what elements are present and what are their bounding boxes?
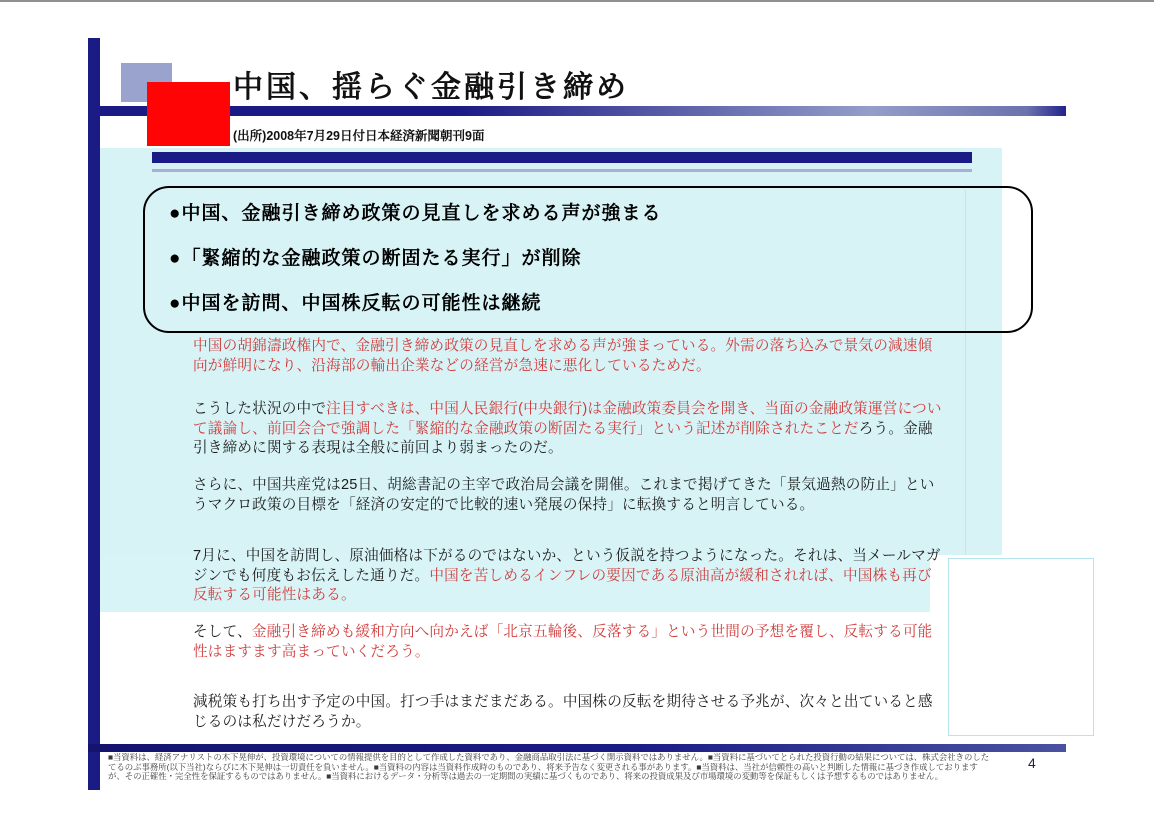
source-citation: (出所)2008年7月29日付日本経済新聞朝刊9面: [233, 129, 485, 143]
body-paragraph: [193, 337, 945, 376]
cyan-outline-box: [948, 558, 1094, 736]
summary-bullet-3: ●中国を訪問、中国株反転の可能性は継続: [169, 293, 542, 314]
red-square-decoration: [147, 82, 230, 146]
body-paragraph: [193, 400, 945, 459]
disclaimer-line-3: が、その正確性・完全性を保証するものではありません。■当資料におけるデータ・分析等は過去の一定期間の実績に基づくものであり、将来の投資成果及び市場環境の変動等を保証もしくは予想するものではありません。: [108, 772, 944, 782]
summary-bullet-1: ●中国、金融引き締め政策の見直しを求める声が強まる: [169, 203, 662, 224]
text-segment-black: 減税策も打ち出す予定の中国。打つ手はまだまだある。中国株の反転を期待させる予兆が、次々と出ていると感じるのは私だけだろうか。: [193, 694, 933, 730]
page-number: 4: [1028, 755, 1036, 771]
text-segment-black: 7月に、中国を訪問し、原油価格は下がるのではないか、という仮説を持つようになった。それは、当メールマガジンでも何度もお伝えした通りだ。: [193, 548, 941, 584]
summary-box: [143, 186, 1033, 333]
disclaimer-line-2: てるのぶ事務所(以下当社)ならびに木下晃伸は一切責任を負いません。■当資料の内容は当資料作成時のものであり、将来予告なく変更される事があります。■当資料は、当社が信頼性の高いと判断した情報に基づき作成しております: [108, 762, 978, 772]
summary-bullet-2: ●「緊縮的な金融政策の断固たる実行」が削除: [169, 248, 582, 269]
slide-title: 中国、揺らぐ金融引き締め: [233, 71, 629, 104]
body-paragraph: [193, 693, 945, 732]
left-accent-bar: [88, 38, 100, 790]
body-paragraph: [193, 623, 945, 662]
disclaimer-text: [108, 753, 1003, 782]
text-segment-black: そして、: [193, 624, 252, 640]
text-segment-red: 中国の胡錦濤政権内で、金融引き締め政策の見直しを求める声が強まっている。外需の落ち込みで景気の減速傾向が鮮明になり、沿海部の輸出企業などの経営が急速に悪化しているためだ。: [193, 338, 933, 374]
top-edge-line: [0, 0, 1154, 2]
text-segment-red: 金融引き締めも緩和方向へ向かえば「北京五輪後、反落する」という世間の予想を覆し、反転する可能性はますます高まっていくだろう。: [193, 624, 933, 660]
body-paragraph: [193, 476, 945, 515]
footer-gradient-bar: [88, 744, 1066, 752]
sub-header-underline: [152, 169, 972, 172]
body-paragraph: [193, 547, 945, 606]
text-segment-black: ろう。金融引き締めに関する表現は全般に前回より弱まったのだ。: [193, 420, 933, 456]
text-segment-black: こうした状況の中で: [193, 401, 327, 417]
text-segment-red: 中国を苦しめるインフレの要因である原油高が緩和されれば、中国株も再び反転する可能性はある。: [193, 567, 932, 603]
disclaimer-line-1: ■当資料は、経済アナリストの木下晃伸が、投資環境についての情報提供を目的として作成した資料であり、金融商品取引法に基づく開示資料ではありません。■当資料に基づいてとられた投資行動の結果については、株式会社きのした: [108, 753, 990, 762]
header-gradient-bar: [88, 106, 1066, 116]
text-segment-red: 注目すべきは、中国人民銀行(中央銀行)は金融政策委員会を開き、当面の金融政策運営について議論し、前回会合で強調した「緊縮的な金融政策の断固たる実行」という記述が削除されたことだ: [193, 401, 942, 437]
text-segment-black: さらに、中国共産党は25日、胡総書記の主宰で政治局会議を開催。これまで掲げてきた「景気過熱の防止」というマクロ政策の目標を「経済の安定的で比較的速い発展の保持」に転換すると明言している。: [193, 477, 935, 513]
sub-header-bar: [152, 152, 972, 163]
